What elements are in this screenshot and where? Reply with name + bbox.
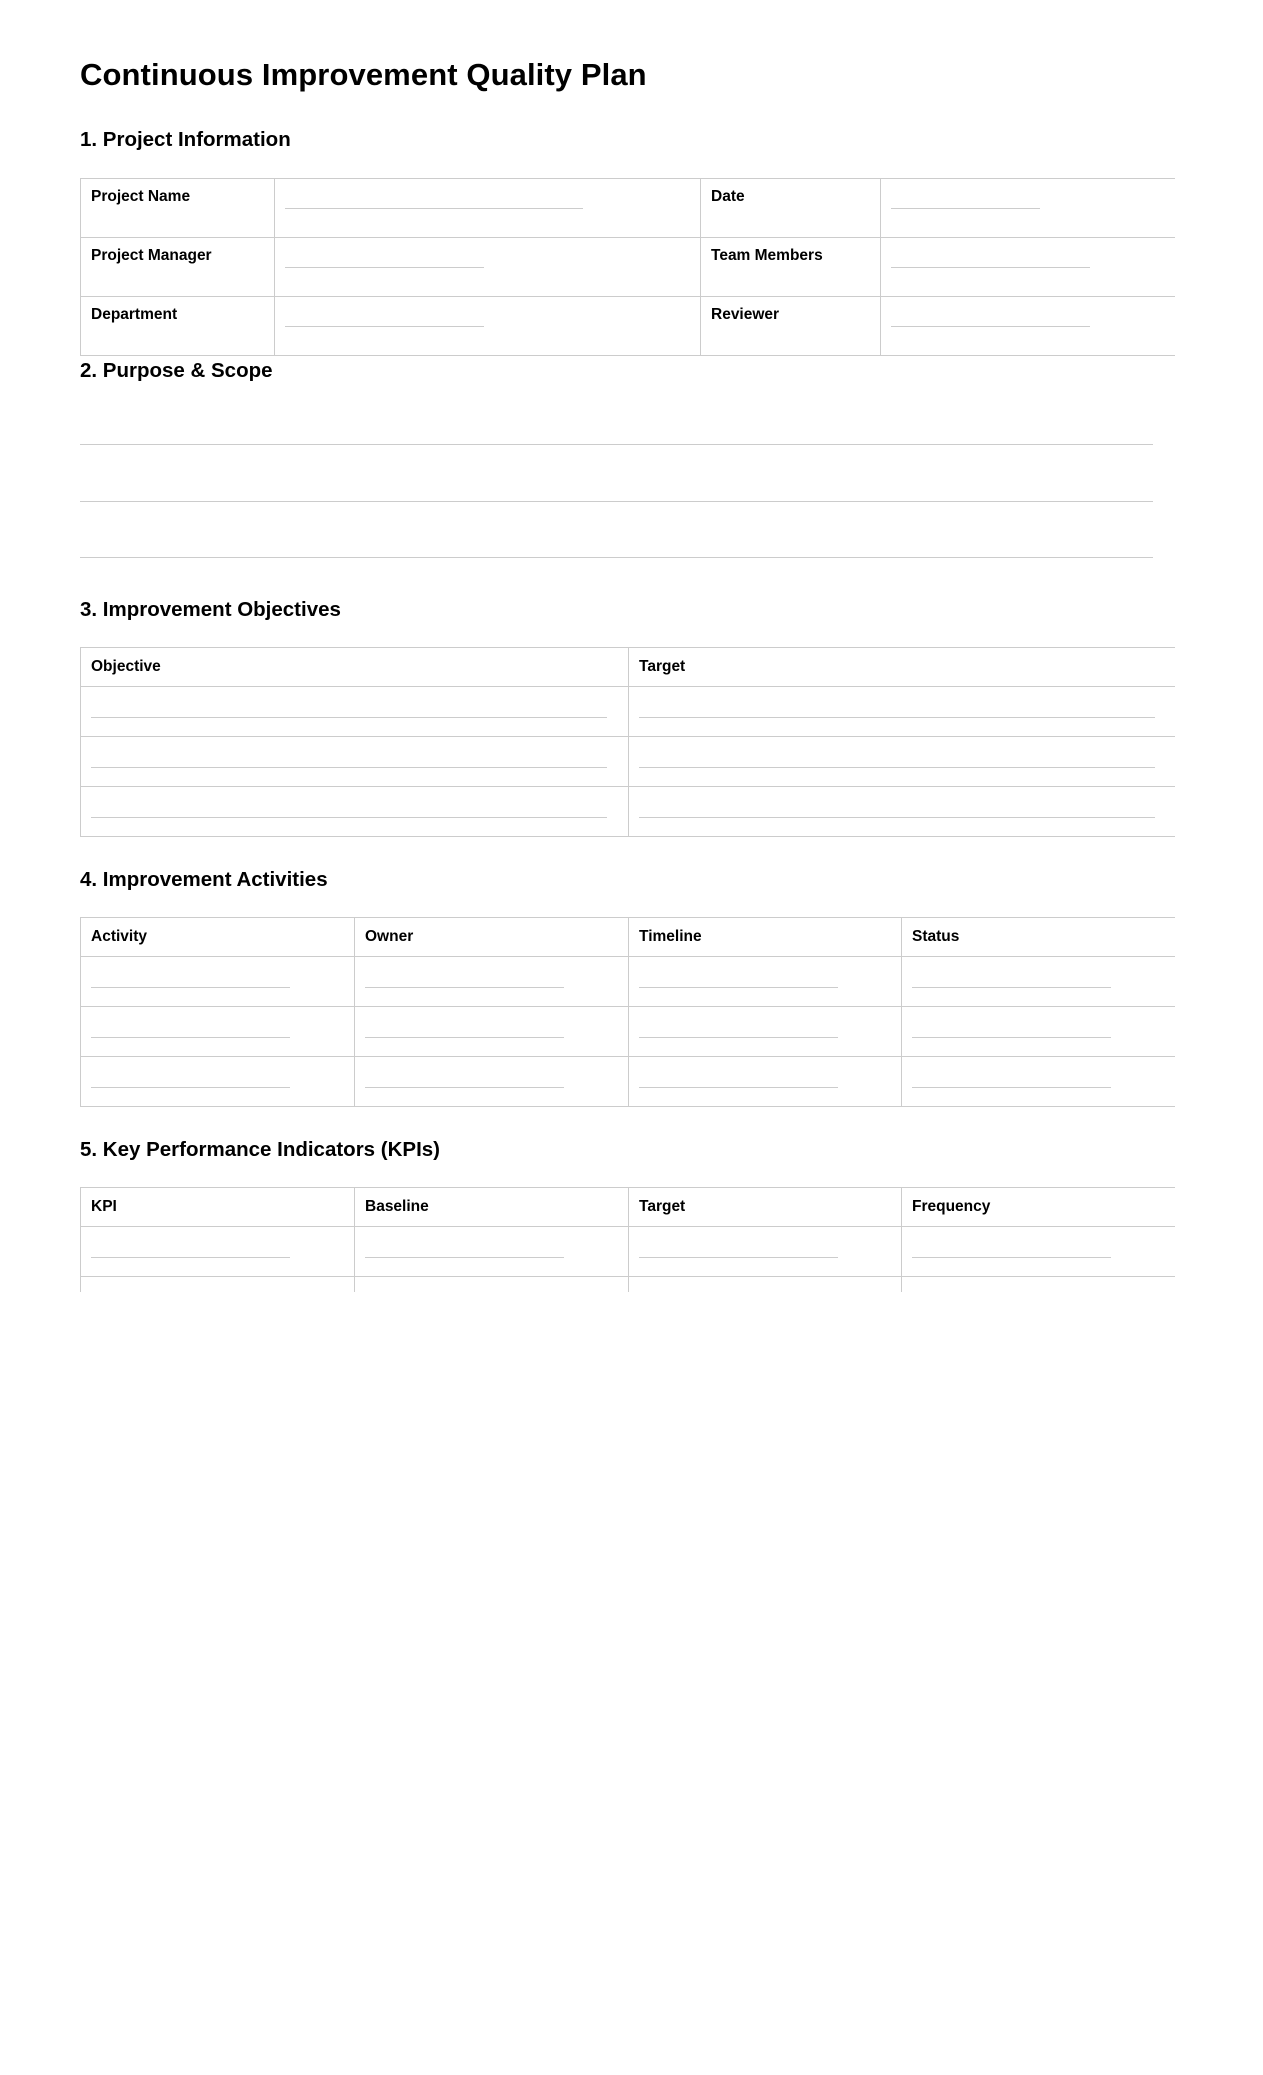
fill-line[interactable] [285,208,583,209]
column-header-baseline: Baseline [355,1188,629,1227]
fill-line[interactable] [639,987,838,988]
column-header-owner: Owner [355,918,629,957]
date-label: Date [701,179,881,238]
activities-table [80,917,1175,1107]
fill-line[interactable] [891,326,1090,327]
column-header-status: Status [902,918,1176,957]
fill-line[interactable] [285,326,484,327]
fill-line[interactable] [639,767,1155,768]
kpi-table [80,1187,1175,1292]
objectives-table [80,647,1175,837]
team-members-label: Team Members [701,238,881,297]
department-label: Department [81,297,275,356]
purpose-line-1[interactable] [80,444,1153,445]
fill-line[interactable] [912,987,1111,988]
table-row [81,179,1176,238]
owner-cell[interactable] [355,1007,629,1057]
purpose-line-2[interactable] [80,501,1153,502]
fill-line[interactable] [912,1037,1111,1038]
column-header-objective: Objective [81,648,629,687]
table-row [81,787,1176,837]
status-cell[interactable] [902,957,1176,1007]
baseline-cell[interactable] [355,1277,629,1293]
table-row [81,1057,1176,1107]
column-header-activity: Activity [81,918,355,957]
table-row [81,297,1176,356]
fill-line[interactable] [91,987,290,988]
owner-cell[interactable] [355,1057,629,1107]
fill-line[interactable] [365,987,564,988]
column-header-frequency: Frequency [902,1188,1176,1227]
page-title: Continuous Improvement Quality Plan [80,57,647,92]
fill-line[interactable] [639,1037,838,1038]
timeline-cell[interactable] [629,1007,902,1057]
table-header-row [81,918,1176,957]
reviewer-label: Reviewer [701,297,881,356]
table-row [81,737,1176,787]
project-name-label: Project Name [81,179,275,238]
activity-cell[interactable] [81,1007,355,1057]
column-header-target: Target [629,1188,902,1227]
fill-line[interactable] [91,717,607,718]
fill-line[interactable] [91,1257,290,1258]
date-field[interactable] [881,179,1176,238]
objective-cell[interactable] [81,787,629,837]
table-row [81,1227,1176,1277]
frequency-cell[interactable] [902,1227,1176,1277]
target-cell[interactable] [629,737,1176,787]
target-cell[interactable] [629,687,1176,737]
timeline-cell[interactable] [629,957,902,1007]
target-cell[interactable] [629,1277,902,1293]
owner-cell[interactable] [355,957,629,1007]
objective-cell[interactable] [81,737,629,787]
status-cell[interactable] [902,1057,1176,1107]
fill-line[interactable] [91,767,607,768]
target-cell[interactable] [629,787,1176,837]
section-heading-purpose-scope: 2. Purpose & Scope [80,359,273,382]
reviewer-field[interactable] [881,297,1176,356]
activity-cell[interactable] [81,957,355,1007]
fill-line[interactable] [912,1087,1111,1088]
status-cell[interactable] [902,1007,1176,1057]
table-header-row [81,1188,1176,1227]
fill-line[interactable] [639,1087,838,1088]
table-row [81,1007,1176,1057]
table-header-row [81,648,1176,687]
timeline-cell[interactable] [629,1057,902,1107]
fill-line[interactable] [91,1037,290,1038]
target-cell[interactable] [629,1227,902,1277]
baseline-cell[interactable] [355,1227,629,1277]
frequency-cell[interactable] [902,1277,1176,1293]
column-header-kpi: KPI [81,1188,355,1227]
fill-line[interactable] [891,208,1040,209]
column-header-target: Target [629,648,1176,687]
document-page [80,0,1175,1292]
table-row [81,238,1176,297]
section-heading-improvement-activities: 4. Improvement Activities [80,868,328,891]
table-row [81,1277,1176,1293]
project-manager-field[interactable] [275,238,701,297]
kpi-cell[interactable] [81,1227,355,1277]
fill-line[interactable] [285,267,484,268]
table-row [81,687,1176,737]
table-row [81,957,1176,1007]
column-header-timeline: Timeline [629,918,902,957]
fill-line[interactable] [891,267,1090,268]
activity-cell[interactable] [81,1057,355,1107]
fill-line[interactable] [639,817,1155,818]
fill-line[interactable] [365,1087,564,1088]
project-name-field[interactable] [275,179,701,238]
kpi-cell[interactable] [81,1277,355,1293]
fill-line[interactable] [639,1257,838,1258]
fill-line[interactable] [365,1037,564,1038]
objective-cell[interactable] [81,687,629,737]
team-members-field[interactable] [881,238,1176,297]
fill-line[interactable] [91,817,607,818]
section-heading-project-information: 1. Project Information [80,128,291,151]
department-field[interactable] [275,297,701,356]
fill-line[interactable] [912,1257,1111,1258]
fill-line[interactable] [639,717,1155,718]
project-manager-label: Project Manager [81,238,275,297]
fill-line[interactable] [365,1257,564,1258]
section-heading-improvement-objectives: 3. Improvement Objectives [80,598,341,621]
section-heading-kpis: 5. Key Performance Indicators (KPIs) [80,1138,441,1161]
purpose-line-3[interactable] [80,557,1153,558]
fill-line[interactable] [91,1087,290,1088]
project-information-table [80,178,1175,356]
